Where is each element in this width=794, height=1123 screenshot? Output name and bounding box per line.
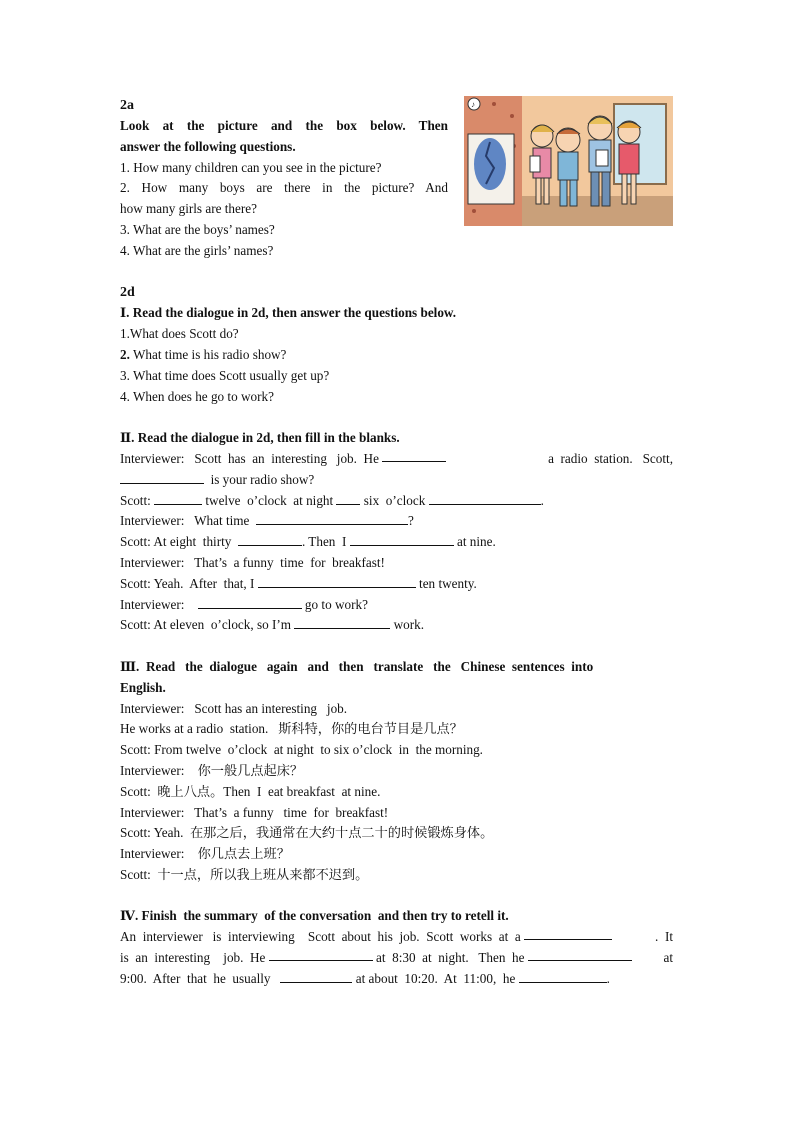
dialogue-text: at nine. [453,534,496,550]
blank-exercise[interactable] [258,575,416,588]
summary-text: 9:00. After that he usually [120,970,281,986]
part-2-line-7 [120,574,673,595]
part-3-line-8: Interviewer: 你几点去上班？ [120,846,290,862]
dialogue-text: six o’clock [360,492,429,508]
dialogue-text: a radio station. Scott, [541,450,673,466]
blank-goes-to-work[interactable] [519,970,607,983]
part-1-question-1: 1.What does Scott do? [120,326,239,342]
part-4-title: Ⅳ. Finish the summary of the conversation and then try to retell it. [120,908,509,924]
dialogue-text: Scott: At eleven o’clock, so I’m [120,617,295,633]
summary-text: . It [655,929,673,945]
section-2a-heading: 2a [120,98,134,113]
dialogue-text: twelve o’clock at night [202,492,337,508]
part-1-question-3: 3. What time does Scott usually get up? [120,367,330,383]
part-2-line-4 [120,511,673,532]
blank-in-the-morning[interactable] [429,492,541,505]
part-4-line-2 [120,948,673,969]
worksheet [120,95,673,990]
part-3-line-7: Scott: Yeah. 在那之后，我通常在大约十点二十的时候锻炼身体。 [120,825,494,841]
blank-what-time[interactable] [120,471,204,484]
part-2-title: Ⅱ. Read the dialogue in 2d, then fill in the blanks. [120,430,400,446]
blank-get-up[interactable] [256,512,408,525]
dialogue-text: Scott: Yeah. After that, I [120,575,258,591]
part-3-title-cont: English. [120,679,166,695]
part-4-line-1 [120,927,673,948]
blank-eats-breakfast[interactable] [528,948,632,961]
question-text: What time is his radio show? [129,346,287,362]
question-number: 2. [120,346,130,362]
blank-when-do-you[interactable] [198,596,302,609]
part-3-line-9: Scott: 十一点，所以我上班从来都不迟到。 [120,866,369,882]
part-1-title: Ⅰ. Read the dialogue in 2d, then answer the questions below. [120,305,457,321]
section-2a-instruction: Look at the picture and the box below. Then [120,118,448,133]
dialogue-text: Interviewer: What time [120,513,256,529]
part-3-line-5: Scott: 晚上八点。Then I eat breakfast at nine. [120,783,381,799]
dialogue-text: . [540,492,544,508]
part-3-line-6: Interviewer: That’s a funny time for breakfast! [120,804,389,820]
dialogue-text: work. [390,617,425,633]
question-2a-3: 3. What are the boys’ names? [120,221,275,237]
question-2a-2: 2. How many boys are there in the picture? And [120,180,448,196]
summary-text: . [606,970,610,986]
blank-eat-breakfast[interactable] [350,533,454,546]
blank-from[interactable] [154,492,202,505]
part-1-question-2 [120,345,673,366]
dialogue-text: . Then I [301,534,350,550]
part-3-line-1: Interviewer: Scott has an interesting job. [120,700,348,716]
blank-radio-station[interactable] [524,927,612,940]
part-1-question-4: 4. When does he go to work? [120,388,274,404]
blank-exercises[interactable] [280,970,352,983]
part-2-line-3 [120,491,673,512]
dialogue-text: Interviewer: Scott has an interesting job. He [120,450,383,466]
dialogue-text: ten twenty. [415,575,477,591]
summary-text: at about 10:20. At 11:00, he [352,970,519,986]
part-3-line-3: Scott: From twelve o’clock at night to six o’clock in the morning. [120,742,483,758]
part-2-line-1 [120,449,673,470]
summary-text: at 8:30 at night. Then he [372,950,528,966]
part-4-line-3 [120,969,673,990]
part-2-line-6: Interviewer: That’s a funny time for breakfast! [120,554,385,570]
part-2-line-5 [120,532,673,553]
blank-gets-up[interactable] [269,948,373,961]
summary-text: is an interesting job. He [120,950,269,966]
dialogue-text: Scott: At eight thirty [120,534,238,550]
question-2a-1: 1. How many children can you see in the picture? [120,159,382,175]
section-2a-instruction-cont: answer the following questions. [120,138,296,154]
part-2-line-9 [120,615,673,636]
part-3-title: Ⅲ. Read the dialogue again and then translate the Chinese sentences into [120,658,594,674]
part-2-line-8 [120,595,673,616]
section-2d-heading: 2d [120,285,135,301]
question-2a-4: 4. What are the girls’ names? [120,242,274,258]
summary-text: at [660,950,673,966]
summary-text: An interviewer is interviewing Scott about his job. Scott works at a [120,929,524,945]
part-3-line-2: He works at a radio station. 斯科特，你的电台节目是几点？ [120,721,463,737]
svg-text:♪: ♪ [471,100,475,109]
question-2a-2-cont: how many girls are there? [120,201,257,217]
dialogue-text: go to work? [301,596,368,612]
blank-works-at[interactable] [382,449,446,462]
part-3-line-4: Interviewer: 你一般几点起床？ [120,762,304,778]
dialogue-text: Interviewer: [120,596,198,612]
dialogue-text: ? [407,513,414,529]
dialogue-text: Scott: [120,492,155,508]
blank-at-night[interactable] [238,533,302,546]
dialogue-text: is your radio show? [204,471,315,487]
blank-to[interactable] [336,492,360,505]
blank-never-late-for[interactable] [294,616,390,629]
part-2-line-2 [120,470,673,491]
